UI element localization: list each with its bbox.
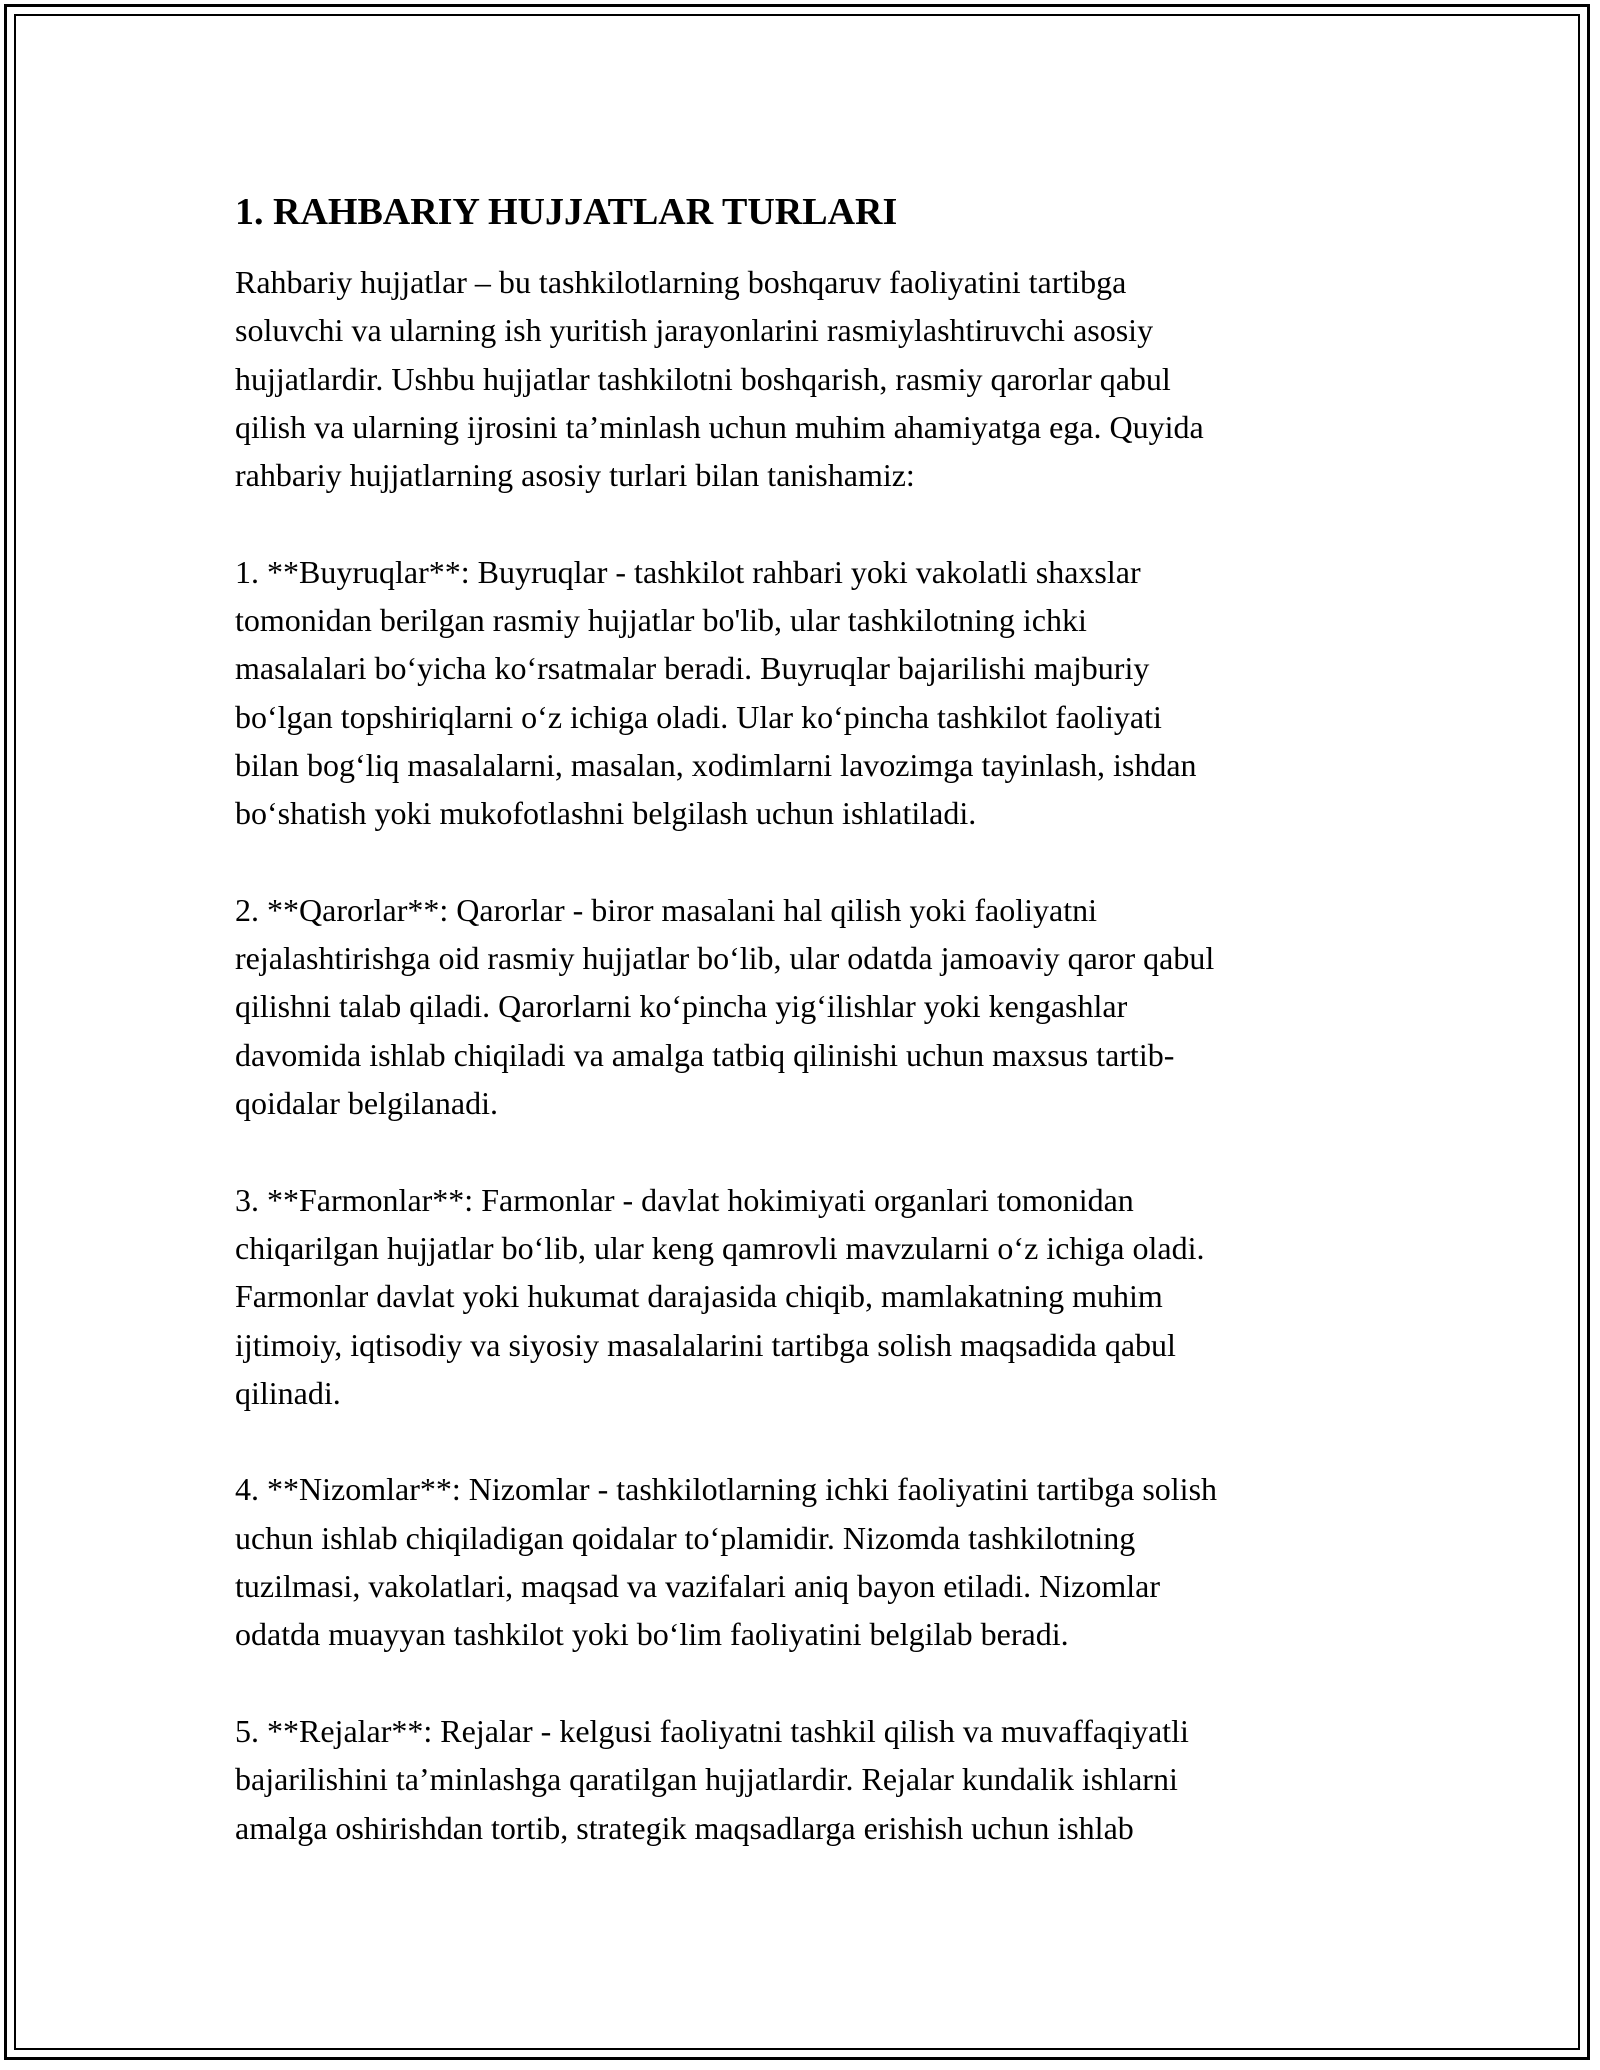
document-body <box>235 188 1385 1852</box>
text-line: bilan bog‘liq masalalarni, masalan, xodimlarni lavozimga tayinlash, ishdan <box>235 746 1197 783</box>
text-line: 4. **Nizomlar**: Nizomlar - tashkilotlarning ichki faoliyatini tartibga solish <box>235 1471 1218 1508</box>
text-line: qoidalar belgilanadi. <box>235 1085 499 1122</box>
text-line: uchun ishlab chiqiladigan qoidalar to‘plamidir. Nizomda tashkilotning <box>235 1519 1136 1556</box>
section-qarorlar <box>235 886 1385 1127</box>
text-line: 3. **Farmonlar**: Farmonlar - davlat hokimiyati organlari tomonidan <box>235 1181 1134 1218</box>
text-line: soluvchi va ularning ish yuritish jarayonlarini rasmiylashtiruvchi asosiy <box>235 312 1154 349</box>
text-line: bo‘shatish yoki mukofotlashni belgilash uchun ishlatiladi. <box>235 795 977 832</box>
intro-paragraph <box>235 258 1385 499</box>
text-line: amalga oshirishdan tortib, strategik maqsadlarga erishish uchun ishlab <box>235 1809 1134 1846</box>
text-line: tuzilmasi, vakolatlari, maqsad va vazifalari aniq bayon etiladi. Nizomlar <box>235 1568 1160 1605</box>
text-line: Farmonlar davlat yoki hukumat darajasida chiqib, mamlakatning muhim <box>235 1278 1163 1315</box>
text-line: hujjatlardir. Ushbu hujjatlar tashkilotni boshqarish, rasmiy qarorlar qabul <box>235 360 1171 397</box>
text-line: masalalari bo‘yicha ko‘rsatmalar beradi. Buyruqlar bajarilishi majburiy <box>235 650 1150 687</box>
text-line: odatda muayyan tashkilot yoki bo‘lim faoliyatini belgilab beradi. <box>235 1616 1069 1653</box>
text-line: 5. **Rejalar**: Rejalar - kelgusi faoliyatni tashkil qilish va muvaffaqiyatli <box>235 1712 1189 1749</box>
text-line: davomida ishlab chiqiladi va amalga tatbiq qilinishi uchun maxsus tartib- <box>235 1036 1175 1073</box>
text-line: rahbariy hujjatlarning asosiy turlari bilan tanishamiz: <box>235 457 915 494</box>
section-rejalar <box>235 1707 1385 1852</box>
text-line: chiqarilgan hujjatlar bo‘lib, ular keng qamrovli mavzularni o‘z ichiga oladi. <box>235 1229 1205 1266</box>
document-title: 1. RAHBARIY HUJJATLAR TURLARI <box>235 191 898 233</box>
text-line: rejalashtirishga oid rasmiy hujjatlar bo‘lib, ular odatda jamoaviy qaror qabul <box>235 940 1215 977</box>
section-nizomlar <box>235 1465 1385 1658</box>
text-line: qilishni talab qiladi. Qarorlarni ko‘pincha yig‘ilishlar yoki kengashlar <box>235 988 1128 1025</box>
text-line: bajarilishini ta’minlashga qaratilgan hujjatlardir. Rejalar kundalik ishlarni <box>235 1761 1178 1798</box>
text-line: 1. **Buyruqlar**: Buyruqlar - tashkilot rahbari yoki vakolatli shaxslar <box>235 553 1141 590</box>
text-line: tomonidan berilgan rasmiy hujjatlar bo'lib, ular tashkilotning ichki <box>235 602 1087 639</box>
text-line: qilish va ularning ijrosini ta’minlash uchun muhim ahamiyatga ega. Quyida <box>235 408 1204 445</box>
text-line: ijtimoiy, iqtisodiy va siyosiy masalalarini tartibga solish maqsadida qabul <box>235 1326 1176 1363</box>
text-line: Rahbariy hujjatlar – bu tashkilotlarning boshqaruv faoliyatini tartibga <box>235 264 1127 300</box>
text-line: 2. **Qarorlar**: Qarorlar - biror masalani hal qilish yoki faoliyatni <box>235 891 1097 928</box>
section-buyruqlar <box>235 548 1385 838</box>
section-farmonlar <box>235 1176 1385 1417</box>
text-line: bo‘lgan topshiriqlarni o‘z ichiga oladi. Ular ko‘pincha tashkilot faoliyati <box>235 698 1162 735</box>
text-line: qilinadi. <box>235 1374 341 1411</box>
